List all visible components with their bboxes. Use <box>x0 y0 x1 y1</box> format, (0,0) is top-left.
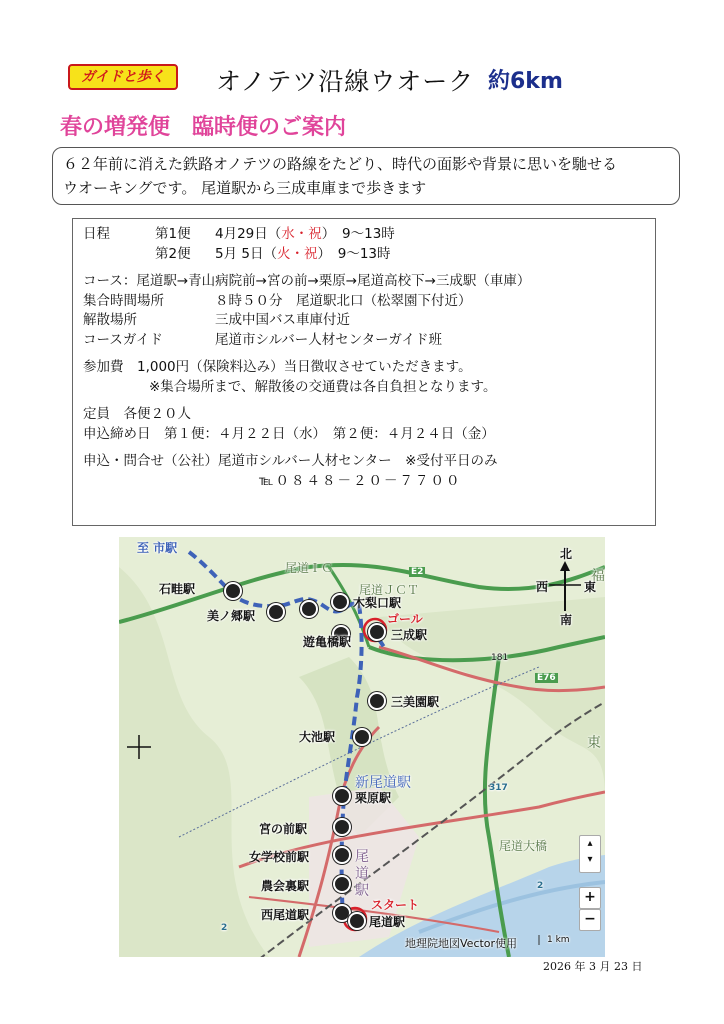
document-date: 2026 年 3 月 23 日 <box>543 960 643 973</box>
route-map <box>119 537 605 957</box>
station-label: 女学校前駅 <box>249 850 310 864</box>
station-icon <box>224 582 242 600</box>
station-icon <box>333 875 351 893</box>
meet-row <box>83 292 645 312</box>
course-text: コース：尾道駅→青山病院前→宮の前→栗原→尾道高校下→三成駅（車庫） <box>83 273 531 289</box>
station-label: 大池駅 <box>299 730 336 744</box>
station-icon <box>331 593 349 611</box>
route-2a-label: 2 <box>221 923 228 933</box>
onomichi-big-label: 尾 道 駅 <box>355 849 369 899</box>
compass-east: 東 <box>584 580 597 594</box>
info-box <box>72 218 656 526</box>
fee-text: 参加費 1,000円（保険料込み）当日徴収させていただきます。 <box>83 359 472 375</box>
dismiss-row <box>83 311 645 331</box>
tel-text: ℡０８４８－２０－７７００ <box>259 472 462 489</box>
route-317-label: 317 <box>489 783 508 793</box>
distance-label: 約6km <box>488 69 563 94</box>
route-2b-label: 2 <box>537 881 544 891</box>
station-icon <box>368 623 386 641</box>
layer-toggle-button[interactable]: ▴ ▾ <box>579 835 601 873</box>
meet-label: 集合時間場所 <box>83 292 164 309</box>
dismiss-label: 解散場所 <box>83 312 137 328</box>
onomichi-ic-label: 尾道ＩＣ <box>285 561 334 575</box>
trip1-day: 水・祝 <box>281 226 322 242</box>
schedule-row-1: 日程 第1便 4月29日（水・祝） 9～13時 <box>83 225 645 245</box>
intro-line-1: ６２年前に消えた鉄路オノテツの路線をたどり、時代の面影や背景に思いを馳せる <box>63 155 617 173</box>
station-label: 木梨口駅 <box>353 596 402 610</box>
dismiss-value: 三成中国バス車庫付近 <box>215 312 350 328</box>
scale-label: 1 km <box>547 935 570 945</box>
walk-badge: ガイドと歩く <box>68 64 178 90</box>
station-icon <box>333 818 351 836</box>
shin-onomichi-label: 新尾道駅 <box>355 775 411 791</box>
station-icon <box>368 692 386 710</box>
guide-value: 尾道市シルバー人材センターガイド班 <box>215 331 443 348</box>
trip1-time: 9～13時 <box>342 226 395 242</box>
fuku-label: 福 <box>591 568 605 584</box>
station-label: 美ノ郷駅 <box>207 609 256 623</box>
higashi-label: 東 <box>587 735 601 751</box>
trip2-day: 火・祝 <box>276 245 318 262</box>
station-label: 栗原駅 <box>355 791 392 805</box>
ohashi-label: 尾道大橋 <box>499 839 548 853</box>
trip2-date: 5月 5日 <box>215 245 264 262</box>
intro-box <box>52 147 680 205</box>
guide-row <box>83 331 645 351</box>
meet-value: ８時５０分 尾道駅北口（松翠園下付近） <box>215 292 472 309</box>
zoom-in-button[interactable]: + <box>579 887 601 909</box>
station-label: 石畦駅 <box>159 582 196 596</box>
trip1-date: 4月29日 <box>215 226 268 242</box>
station-label: 尾道駅 <box>369 915 406 929</box>
station-icon <box>353 728 371 746</box>
station-icon <box>348 912 366 930</box>
trip1-name: 第1便 <box>155 226 191 242</box>
station-label: 遊亀橋駅 <box>303 635 352 649</box>
station-label: 農会裏駅 <box>261 879 310 893</box>
schedule-row-2: 第2便 5月 5日（火・祝） 9～13時 <box>83 245 645 265</box>
deadline-text: 申込締め日 第１便：４月２２日（水） 第２便：４月２４日（金） <box>83 425 495 442</box>
station-icon <box>333 846 351 864</box>
station-label: 宮の前駅 <box>259 822 308 836</box>
onomichi-jct-label: 尾道ＪＣＴ <box>359 583 420 597</box>
fee-note: ※集合場所まで、解散後の交通費は各自負担となります。 <box>149 378 497 395</box>
route-181-label: 181 <box>491 653 509 663</box>
station-label: 三美園駅 <box>391 695 440 709</box>
start-label: スタート <box>371 898 420 912</box>
trip2-time: 9～13時 <box>337 245 391 262</box>
station-icon <box>300 600 318 618</box>
page-subtitle: 春の増発便 臨時便のご案内 <box>60 115 347 140</box>
schedule-label: 日程 <box>83 226 110 242</box>
e2-label: E2 <box>411 567 424 577</box>
guide-label: コースガイド <box>83 331 163 348</box>
station-label: 西尾道駅 <box>261 908 310 922</box>
trip2-name: 第2便 <box>155 245 191 262</box>
to-ichi-label: 至 市駅 <box>137 541 178 555</box>
station-icon <box>267 603 285 621</box>
goal-label: ゴール <box>387 612 423 626</box>
map-credit: 地理院地図Vector使用 <box>405 937 518 950</box>
compass-south: 南 <box>560 613 573 627</box>
compass-west: 西 <box>536 580 549 594</box>
station-label: 三成駅 <box>391 628 428 642</box>
compass-north: 北 <box>560 547 573 561</box>
capacity-text: 定員 各便２０人 <box>83 406 191 422</box>
station-icon <box>333 787 351 805</box>
page-title: オノテツ沿線ウオーク <box>216 67 475 96</box>
intro-line-2: ウオーキングです。 尾道駅から三成車庫まで歩きます <box>63 179 427 197</box>
e76-label: E76 <box>537 673 556 683</box>
zoom-out-button[interactable]: − <box>579 909 601 931</box>
contact-text: 申込・問合せ（公社）尾道市シルバー人材センター ※受付平日のみ <box>83 453 498 469</box>
